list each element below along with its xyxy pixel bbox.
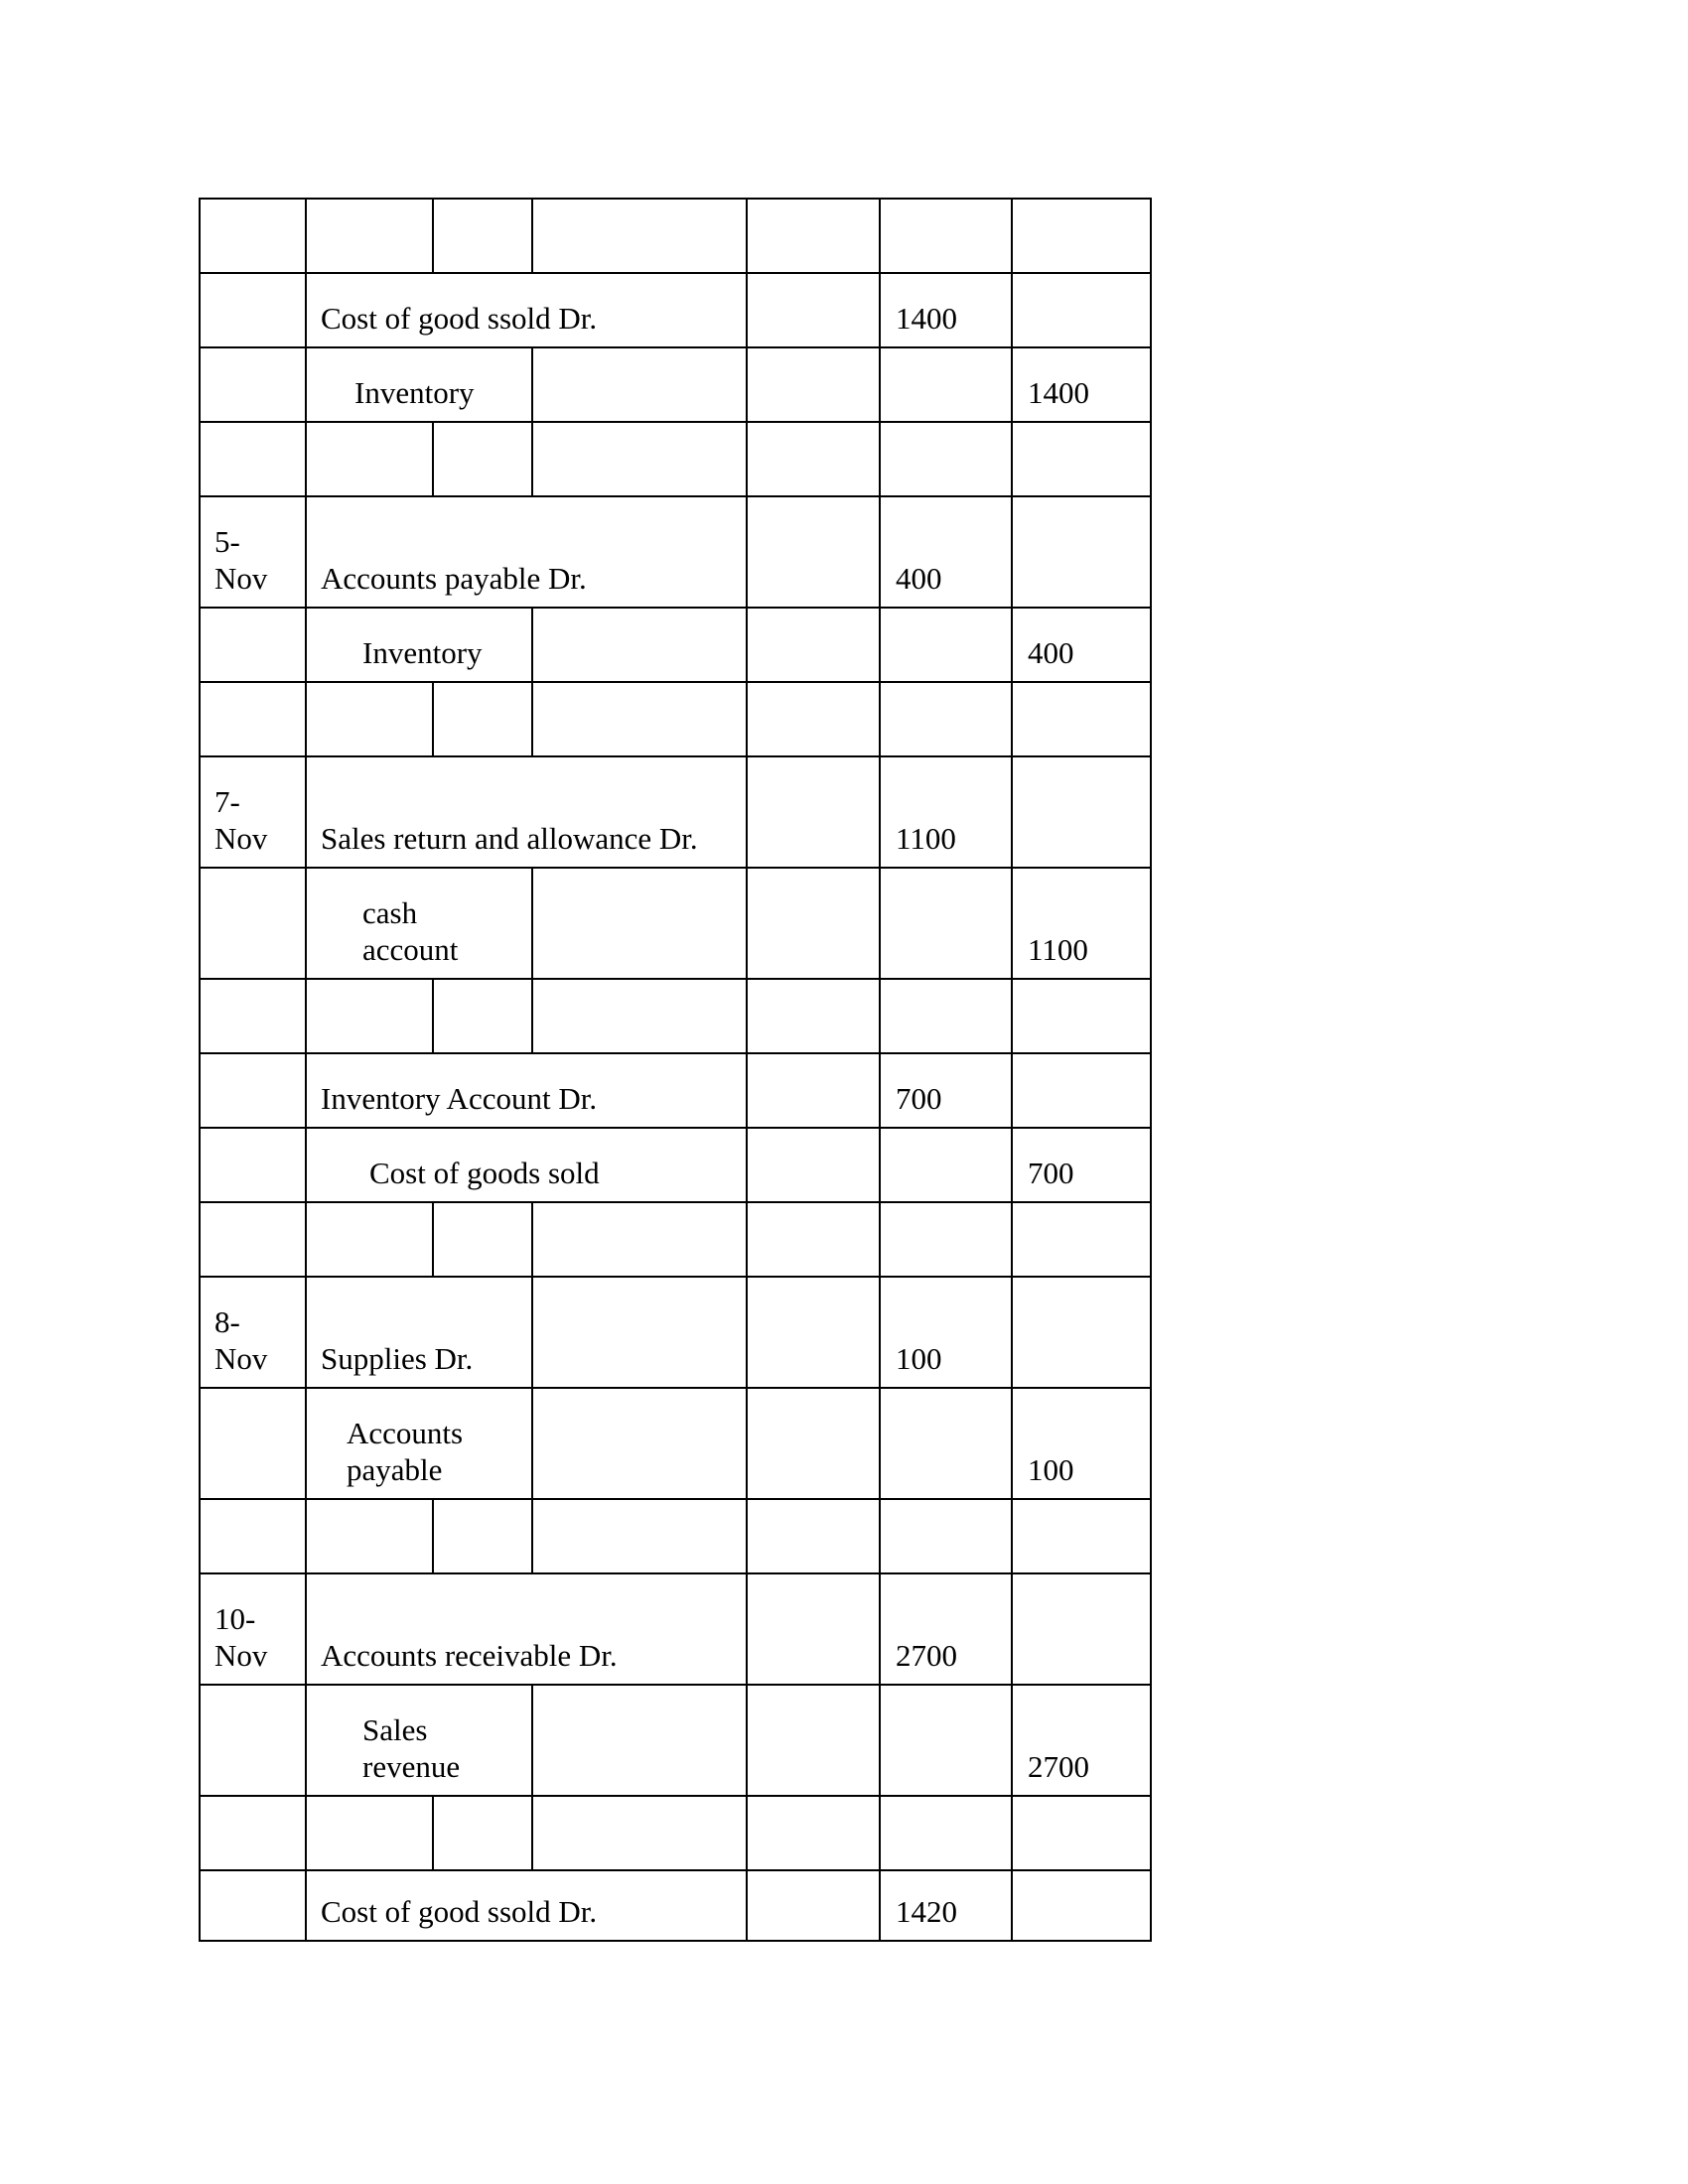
grid-line-vertical [199, 681, 201, 757]
grid-line-horizontal [199, 495, 1152, 497]
grid-line-vertical [199, 198, 201, 274]
grid-line-vertical [1150, 346, 1152, 423]
grid-line-vertical [305, 755, 307, 869]
grid-line-vertical [1011, 1127, 1013, 1203]
grid-line-vertical [746, 755, 748, 869]
grid-line-vertical [199, 1498, 201, 1574]
grid-line-vertical [1150, 1498, 1152, 1574]
credit-account-cell: cash account [362, 895, 459, 967]
grid-line-vertical [1150, 1127, 1152, 1203]
debit-account-cell: Cost of good ssold Dr. [321, 301, 598, 336]
grid-line-vertical [305, 198, 307, 274]
credit-amount-cell: 1100 [1028, 932, 1088, 967]
grid-line-vertical [746, 1572, 748, 1686]
grid-line-vertical [305, 272, 307, 348]
grid-line-vertical [746, 346, 748, 423]
debit-account-cell: Supplies Dr. [321, 1341, 474, 1376]
grid-line-vertical [746, 1869, 748, 1942]
grid-line-vertical [305, 346, 307, 423]
grid-line-vertical [1150, 1869, 1152, 1942]
grid-line-vertical [746, 198, 748, 274]
grid-line-vertical [199, 1387, 201, 1500]
debit-amount-cell: 700 [896, 1081, 942, 1116]
grid-line-horizontal [199, 421, 1152, 423]
grid-line-vertical [746, 1387, 748, 1500]
grid-line-vertical [199, 1869, 201, 1942]
grid-line-vertical [879, 1201, 881, 1278]
grid-line-horizontal [199, 1572, 1152, 1574]
grid-line-vertical [1150, 1387, 1152, 1500]
grid-line-vertical [199, 495, 201, 609]
grid-line-horizontal [199, 755, 1152, 757]
grid-line-vertical [1150, 1795, 1152, 1871]
grid-line-vertical [746, 272, 748, 348]
grid-line-vertical [746, 1795, 748, 1871]
grid-line-vertical [199, 421, 201, 497]
credit-amount-cell: 400 [1028, 635, 1074, 670]
debit-account-cell: Accounts payable Dr. [321, 561, 587, 596]
grid-line-vertical [746, 1498, 748, 1574]
grid-line-vertical [1150, 681, 1152, 757]
credit-account-cell: Cost of goods sold [369, 1156, 600, 1190]
credit-account-cell: Accounts payable [347, 1416, 464, 1487]
grid-line-vertical [305, 867, 307, 980]
grid-line-vertical [879, 755, 881, 869]
grid-line-vertical [879, 1498, 881, 1574]
grid-line-vertical [879, 1052, 881, 1129]
grid-line-vertical [531, 1795, 533, 1871]
grid-line-vertical [1150, 1052, 1152, 1129]
grid-line-vertical [199, 978, 201, 1054]
grid-line-horizontal [199, 1795, 1152, 1797]
grid-line-horizontal [199, 272, 1152, 274]
grid-line-vertical [432, 198, 434, 274]
grid-line-vertical [1011, 495, 1013, 609]
grid-line-vertical [1011, 755, 1013, 869]
grid-line-vertical [305, 607, 307, 683]
grid-line-vertical [531, 867, 533, 980]
grid-line-horizontal [199, 978, 1152, 980]
grid-line-vertical [531, 1684, 533, 1797]
grid-line-vertical [432, 1201, 434, 1278]
grid-line-vertical [305, 1572, 307, 1686]
grid-line-vertical [879, 607, 881, 683]
grid-line-vertical [531, 198, 533, 274]
grid-line-horizontal [199, 1940, 1152, 1942]
grid-line-vertical [1011, 1387, 1013, 1500]
grid-line-vertical [199, 1276, 201, 1389]
grid-line-vertical [1150, 1572, 1152, 1686]
grid-line-vertical [1011, 421, 1013, 497]
grid-line-vertical [199, 1684, 201, 1797]
date-cell: 10- Nov [214, 1601, 268, 1673]
grid-line-vertical [531, 1498, 533, 1574]
debit-amount-cell: 100 [896, 1341, 942, 1376]
grid-line-vertical [199, 867, 201, 980]
grid-line-vertical [531, 607, 533, 683]
grid-line-vertical [879, 1276, 881, 1389]
grid-line-vertical [879, 1869, 881, 1942]
grid-line-vertical [1011, 1201, 1013, 1278]
grid-line-vertical [199, 1052, 201, 1129]
grid-line-vertical [1011, 1276, 1013, 1389]
grid-line-vertical [305, 421, 307, 497]
grid-line-vertical [305, 681, 307, 757]
grid-line-vertical [305, 1869, 307, 1942]
grid-line-vertical [531, 978, 533, 1054]
grid-line-vertical [199, 272, 201, 348]
grid-line-vertical [199, 1795, 201, 1871]
grid-line-vertical [746, 1684, 748, 1797]
grid-line-vertical [879, 978, 881, 1054]
grid-line-vertical [531, 421, 533, 497]
grid-line-vertical [305, 978, 307, 1054]
grid-line-vertical [879, 867, 881, 980]
grid-line-horizontal [199, 198, 1152, 200]
grid-line-vertical [432, 1498, 434, 1574]
grid-line-vertical [432, 978, 434, 1054]
grid-line-vertical [531, 1276, 533, 1389]
grid-line-vertical [305, 1387, 307, 1500]
debit-account-cell: Inventory Account Dr. [321, 1081, 598, 1116]
grid-line-vertical [746, 607, 748, 683]
grid-line-vertical [1150, 1276, 1152, 1389]
grid-line-vertical [1011, 867, 1013, 980]
grid-line-vertical [1011, 1684, 1013, 1797]
journal-table [199, 198, 1152, 1940]
grid-line-vertical [879, 1387, 881, 1500]
grid-line-vertical [199, 755, 201, 869]
grid-line-vertical [305, 1127, 307, 1203]
grid-line-vertical [1150, 607, 1152, 683]
grid-line-horizontal [199, 1387, 1152, 1389]
credit-account-cell: Inventory [362, 635, 483, 670]
grid-line-vertical [746, 867, 748, 980]
date-cell: 8- Nov [214, 1304, 268, 1376]
grid-line-vertical [746, 495, 748, 609]
grid-line-vertical [1011, 272, 1013, 348]
grid-line-vertical [879, 681, 881, 757]
debit-account-cell: Cost of good ssold Dr. [321, 1894, 598, 1929]
grid-line-horizontal [199, 1127, 1152, 1129]
date-cell: 7- Nov [214, 784, 268, 856]
grid-line-vertical [879, 495, 881, 609]
grid-line-horizontal [199, 1869, 1152, 1871]
grid-line-vertical [746, 421, 748, 497]
grid-line-vertical [1150, 755, 1152, 869]
grid-line-vertical [746, 1127, 748, 1203]
grid-line-vertical [199, 1127, 201, 1203]
grid-line-vertical [746, 681, 748, 757]
grid-line-horizontal [199, 1498, 1152, 1500]
grid-line-vertical [879, 1127, 881, 1203]
grid-line-vertical [1011, 1498, 1013, 1574]
credit-account-cell: Sales revenue [362, 1712, 461, 1784]
credit-amount-cell: 1400 [1028, 375, 1089, 410]
debit-amount-cell: 2700 [896, 1638, 957, 1673]
grid-line-vertical [305, 495, 307, 609]
grid-line-vertical [1011, 1869, 1013, 1942]
grid-line-vertical [305, 1276, 307, 1389]
grid-line-vertical [305, 1498, 307, 1574]
grid-line-horizontal [199, 681, 1152, 683]
grid-line-vertical [531, 1387, 533, 1500]
grid-line-vertical [746, 1201, 748, 1278]
grid-line-vertical [531, 681, 533, 757]
credit-amount-cell: 2700 [1028, 1749, 1089, 1784]
grid-line-vertical [1150, 198, 1152, 274]
grid-line-vertical [199, 607, 201, 683]
grid-line-vertical [199, 1572, 201, 1686]
grid-line-vertical [879, 346, 881, 423]
grid-line-vertical [432, 421, 434, 497]
grid-line-vertical [1150, 421, 1152, 497]
grid-line-horizontal [199, 1201, 1152, 1203]
grid-line-vertical [1150, 272, 1152, 348]
grid-line-vertical [1011, 198, 1013, 274]
grid-line-vertical [1011, 681, 1013, 757]
grid-line-vertical [746, 978, 748, 1054]
grid-line-vertical [1011, 346, 1013, 423]
debit-amount-cell: 1420 [896, 1894, 957, 1929]
grid-line-vertical [1150, 1201, 1152, 1278]
grid-line-vertical [305, 1684, 307, 1797]
grid-line-vertical [879, 1572, 881, 1686]
grid-line-vertical [879, 272, 881, 348]
grid-line-vertical [1150, 978, 1152, 1054]
grid-line-vertical [305, 1795, 307, 1871]
grid-line-vertical [199, 346, 201, 423]
grid-line-vertical [305, 1052, 307, 1129]
grid-line-horizontal [199, 867, 1152, 869]
grid-line-vertical [746, 1052, 748, 1129]
grid-line-vertical [199, 1201, 201, 1278]
grid-line-vertical [531, 1201, 533, 1278]
grid-line-vertical [1150, 495, 1152, 609]
grid-line-vertical [879, 198, 881, 274]
credit-account-cell: Inventory [354, 375, 475, 410]
grid-line-vertical [746, 1276, 748, 1389]
grid-line-vertical [531, 346, 533, 423]
grid-line-vertical [1011, 1795, 1013, 1871]
grid-line-vertical [879, 421, 881, 497]
grid-line-vertical [432, 681, 434, 757]
grid-line-horizontal [199, 1052, 1152, 1054]
credit-amount-cell: 100 [1028, 1452, 1074, 1487]
grid-line-vertical [1011, 1572, 1013, 1686]
credit-amount-cell: 700 [1028, 1156, 1074, 1190]
grid-line-horizontal [199, 607, 1152, 609]
debit-account-cell: Sales return and allowance Dr. [321, 821, 698, 856]
grid-line-vertical [1011, 1052, 1013, 1129]
grid-line-vertical [1150, 1684, 1152, 1797]
debit-amount-cell: 1400 [896, 301, 957, 336]
debit-amount-cell: 400 [896, 561, 942, 596]
grid-line-horizontal [199, 346, 1152, 348]
grid-line-vertical [1011, 978, 1013, 1054]
grid-line-vertical [1011, 607, 1013, 683]
grid-line-vertical [1150, 867, 1152, 980]
debit-account-cell: Accounts receivable Dr. [321, 1638, 618, 1673]
grid-line-vertical [879, 1684, 881, 1797]
debit-amount-cell: 1100 [896, 821, 956, 856]
grid-line-horizontal [199, 1276, 1152, 1278]
grid-line-vertical [432, 1795, 434, 1871]
date-cell: 5- Nov [214, 524, 268, 596]
grid-line-vertical [305, 1201, 307, 1278]
grid-line-horizontal [199, 1684, 1152, 1686]
grid-line-vertical [879, 1795, 881, 1871]
